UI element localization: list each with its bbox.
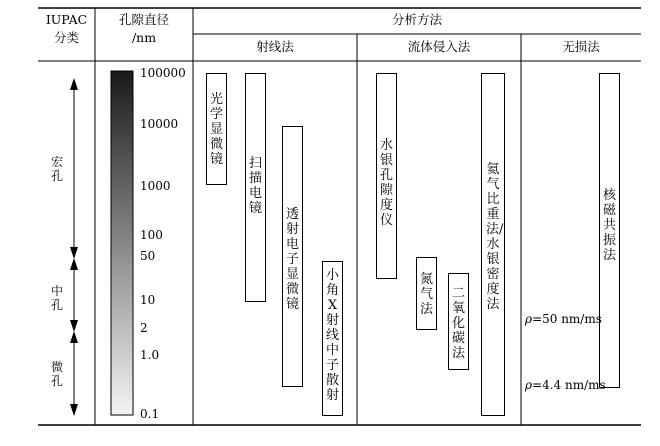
rho-lower-symbol: ρ bbox=[525, 378, 533, 392]
group-header-ray: 射线法 bbox=[256, 39, 294, 54]
method-label-sem: 扫描电镜 bbox=[248, 156, 262, 216]
group-header-nondestructive: 无损法 bbox=[562, 39, 600, 54]
method-label-tem: 透射电子显微镜 bbox=[285, 207, 299, 312]
pore-class-micropore: 微孔 bbox=[50, 360, 63, 388]
method-label-helium-mercury-density: 氦气比重法/水银密度法 bbox=[486, 162, 504, 312]
method-box-co2 bbox=[448, 273, 469, 370]
pore-class-macropore: 宏孔 bbox=[50, 155, 63, 183]
method-box-optical-microscope bbox=[206, 73, 227, 185]
analysis-methods-header: 分析方法 bbox=[391, 12, 442, 27]
pore-diameter-header-line2: /nm bbox=[131, 30, 157, 45]
scale-label-0-1: 0.1 bbox=[140, 407, 160, 421]
scale-label-2: 2 bbox=[140, 321, 148, 335]
method-label-nitrogen: 氮气法 bbox=[419, 272, 433, 317]
method-box-helium-mercury-density bbox=[481, 73, 505, 416]
method-label-mercury-porosimeter: 水银孔隙度仪 bbox=[379, 138, 393, 228]
iupac-header bbox=[38, 13, 95, 45]
rho-upper-annotation bbox=[525, 312, 602, 326]
group-header-fluid-intrusion: 流体侵入法 bbox=[407, 39, 471, 54]
scale-label-1-0: 1.0 bbox=[140, 348, 160, 362]
scale-label-50: 50 bbox=[140, 249, 156, 263]
pore-class-mesopore: 中孔 bbox=[50, 284, 63, 312]
pore-diameter-header bbox=[95, 13, 193, 45]
method-label-co2: 二氧化碳法 bbox=[451, 286, 465, 361]
method-label-saxs: 小角X射线中子散射 bbox=[325, 268, 339, 403]
pore-size-gradient-bar bbox=[111, 71, 133, 415]
rho-lower-value: =4.4 nm/ms bbox=[532, 378, 606, 392]
pore-diameter-header-line1: 孔隙直径 bbox=[118, 12, 169, 27]
iupac-header-line1: IUPAC bbox=[45, 12, 88, 27]
scale-label-10000: 10000 bbox=[140, 117, 179, 131]
method-box-tem bbox=[282, 126, 303, 387]
rho-upper-symbol: ρ bbox=[525, 312, 533, 326]
method-box-saxs bbox=[322, 261, 343, 416]
iupac-header-line2: 分类 bbox=[53, 30, 79, 45]
method-box-mercury-porosimeter bbox=[376, 73, 397, 279]
method-label-nmr: 核磁共振法 bbox=[602, 188, 616, 263]
method-box-sem bbox=[245, 73, 266, 302]
scale-label-1000: 1000 bbox=[140, 179, 171, 193]
scale-label-100: 100 bbox=[140, 228, 163, 242]
rho-lower-annotation bbox=[525, 378, 606, 392]
method-box-nitrogen bbox=[416, 257, 437, 330]
rho-upper-value: =50 nm/ms bbox=[532, 312, 602, 326]
method-label-optical-microscope: 光学显微镜 bbox=[209, 92, 223, 167]
scale-label-100000: 100000 bbox=[140, 66, 186, 80]
scale-label-10: 10 bbox=[140, 293, 156, 307]
method-box-nmr bbox=[599, 73, 620, 388]
